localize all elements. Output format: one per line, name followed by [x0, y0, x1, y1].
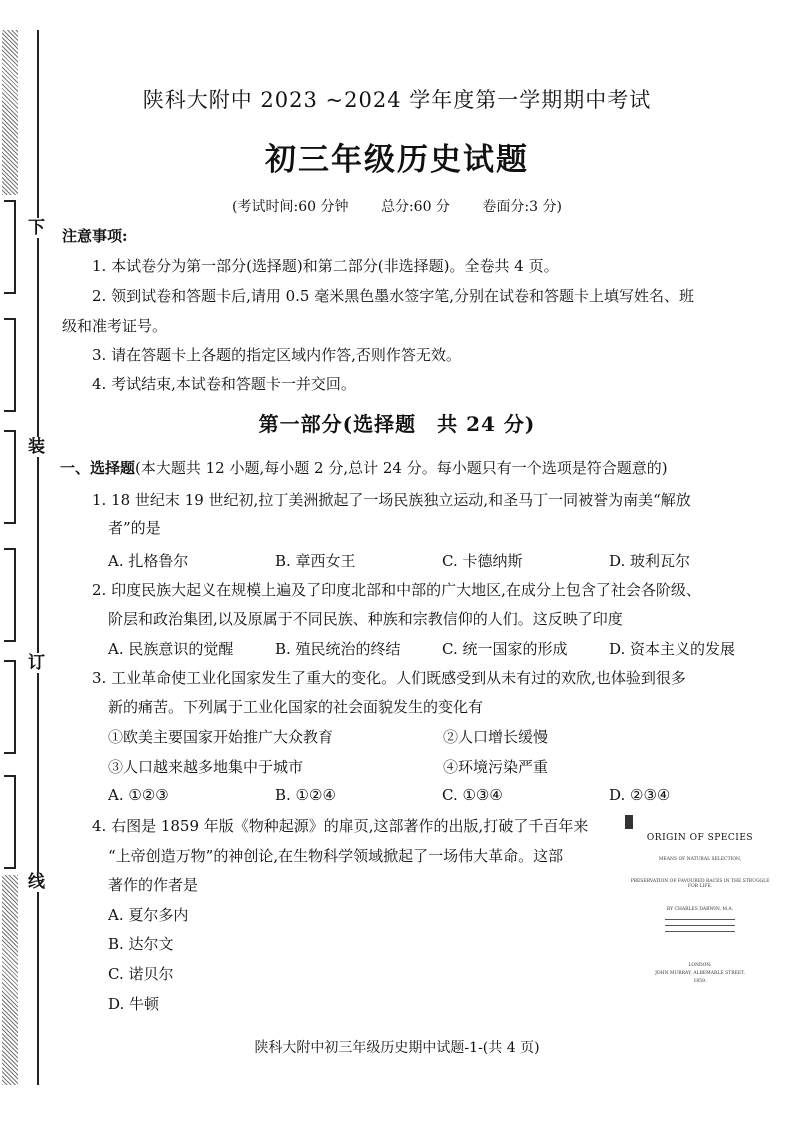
- option-d: D. 资本主义的发展: [609, 640, 736, 658]
- margin-bracket: [4, 775, 16, 869]
- book-city: LONDON:: [688, 963, 712, 968]
- option-c: C. 卡德纳斯: [442, 552, 523, 570]
- section-description: (本大题共 12 小题,每小题 2 分,总计 24 分。每小题只有一个选项是符合题意的): [135, 459, 668, 477]
- note-item-continued: 级和准考证号。: [62, 317, 168, 335]
- option-a: A. 扎格鲁尔: [108, 552, 189, 570]
- question-4-text: “上帝创造万物”的神创论,在生物科学领域掀起了一场伟大革命。这部: [108, 847, 564, 865]
- option-c: C. ①③④: [442, 786, 503, 804]
- book-subtitle-2: PRESERVATION OF FAVOURED RACES IN THE STRUGGLE FOR LIFE.: [630, 879, 770, 889]
- note-item: 2. 领到试卷和答题卡后,请用 0.5 毫米黑色墨水签字笔,分别在试卷和答题卡上填写姓名、班: [92, 287, 695, 305]
- scan-mark: [625, 815, 633, 829]
- binding-line: [37, 30, 39, 1085]
- section-heading: [60, 457, 780, 478]
- margin-bracket: [4, 318, 16, 412]
- margin-bracket: [4, 660, 16, 754]
- question-2-text: 2. 印度民族大起义在规模上遍及了印度北部和中部的广大地区,在成分上包含了社会各阶级、: [92, 581, 701, 599]
- exam-neatness-score: 卷面分:3 分): [482, 199, 562, 215]
- question-1-text: 1. 18 世纪末 19 世纪初,拉丁美洲掀起了一场民族独立运动,和圣马丁一同被誉为南美“解放: [92, 491, 691, 509]
- option-c: C. 诺贝尔: [108, 965, 174, 983]
- page-footer: 陕科大附中初三年级历史期中试题-1-(共 4 页): [254, 1040, 540, 1056]
- question-4-text: 著作的作者是: [108, 876, 199, 894]
- origin-of-species-title-page: [625, 815, 775, 1005]
- option-d: D. 玻利瓦尔: [609, 552, 691, 570]
- option-b: B. 达尔文: [108, 935, 174, 953]
- statement-4: ④环境污染严重: [443, 758, 549, 776]
- question-3-text: 新的痛苦。下列属于工业化国家的社会面貌发生的变化有: [108, 698, 484, 716]
- part-title: 第一部分(选择题 共 24 分): [258, 412, 536, 436]
- option-b: B. 殖民统治的终结: [275, 640, 401, 658]
- margin-bracket: [4, 430, 16, 524]
- book-title: ORIGIN OF SPECIES: [646, 833, 754, 843]
- question-1-text: 者”的是: [108, 519, 161, 537]
- notes-title: 注意事项:: [62, 227, 128, 245]
- book-year: 1859.: [693, 979, 707, 984]
- book-publisher: JOHN MURRAY, ALBEMARLE STREET.: [655, 971, 745, 976]
- exam-time: (考试时间:60 分钟: [232, 199, 349, 215]
- question-1-options: [108, 550, 776, 571]
- note-item: 4. 考试结束,本试卷和答题卡一并交回。: [92, 375, 356, 393]
- option-a: A. 民族意识的觉醒: [108, 640, 234, 658]
- exam-title: 陕科大附中 2023 ~2024 学年度第一学期期中考试: [142, 88, 652, 112]
- option-a: A. ①②③: [108, 786, 169, 804]
- question-2-text: 阶层和政治集团,以及原属于不同民族、种族和宗教信仰的人们。这反映了印度: [108, 610, 623, 628]
- statement-3: ③人口越来越多地集中于城市: [108, 758, 304, 776]
- divider: [665, 925, 735, 926]
- question-3-options: [108, 786, 776, 804]
- option-d: D. ②③④: [609, 786, 671, 804]
- note-item: 3. 请在答题卡上各题的指定区域内作答,否则作答无效。: [92, 346, 461, 364]
- book-author: BY CHARLES DARWIN, M.A.: [666, 907, 734, 912]
- option-b: B. ①②④: [275, 786, 336, 804]
- exam-info: [0, 196, 794, 216]
- book-subtitle: MEANS OF NATURAL SELECTION,: [658, 857, 742, 862]
- margin-char-xia: 下: [28, 218, 45, 238]
- option-b: B. 章西女王: [275, 552, 356, 570]
- margin-char-ding: 订: [28, 653, 45, 673]
- statement-2: ②人口增长缓慢: [443, 728, 549, 746]
- note-item: 1. 本试卷分为第一部分(选择题)和第二部分(非选择题)。全卷共 4 页。: [92, 257, 559, 275]
- margin-char-zhuang: 装: [28, 437, 45, 457]
- exam-total-score: 总分:60 分: [380, 199, 450, 215]
- question-4-text: 4. 右图是 1859 年版《物种起源》的扉页,这部著作的出版,打破了千百年来: [92, 817, 589, 835]
- option-c: C. 统一国家的形成: [442, 640, 568, 658]
- divider: [665, 919, 735, 920]
- option-d: D. 牛顿: [108, 995, 160, 1013]
- question-2-options: [108, 638, 776, 659]
- margin-char-xian: 线: [28, 872, 45, 892]
- section-label: 一、选择题: [60, 459, 136, 477]
- option-a: A. 夏尔多内: [108, 906, 189, 924]
- statement-1: ①欧美主要国家开始推广大众教育: [108, 728, 334, 746]
- divider: [665, 931, 735, 932]
- page-title: 初三年级历史试题: [265, 142, 529, 178]
- question-3-text: 3. 工业革命使工业化国家发生了重大的变化。人们既感受到从未有过的欢欣,也体验到很多: [92, 669, 686, 687]
- margin-bracket: [4, 548, 16, 642]
